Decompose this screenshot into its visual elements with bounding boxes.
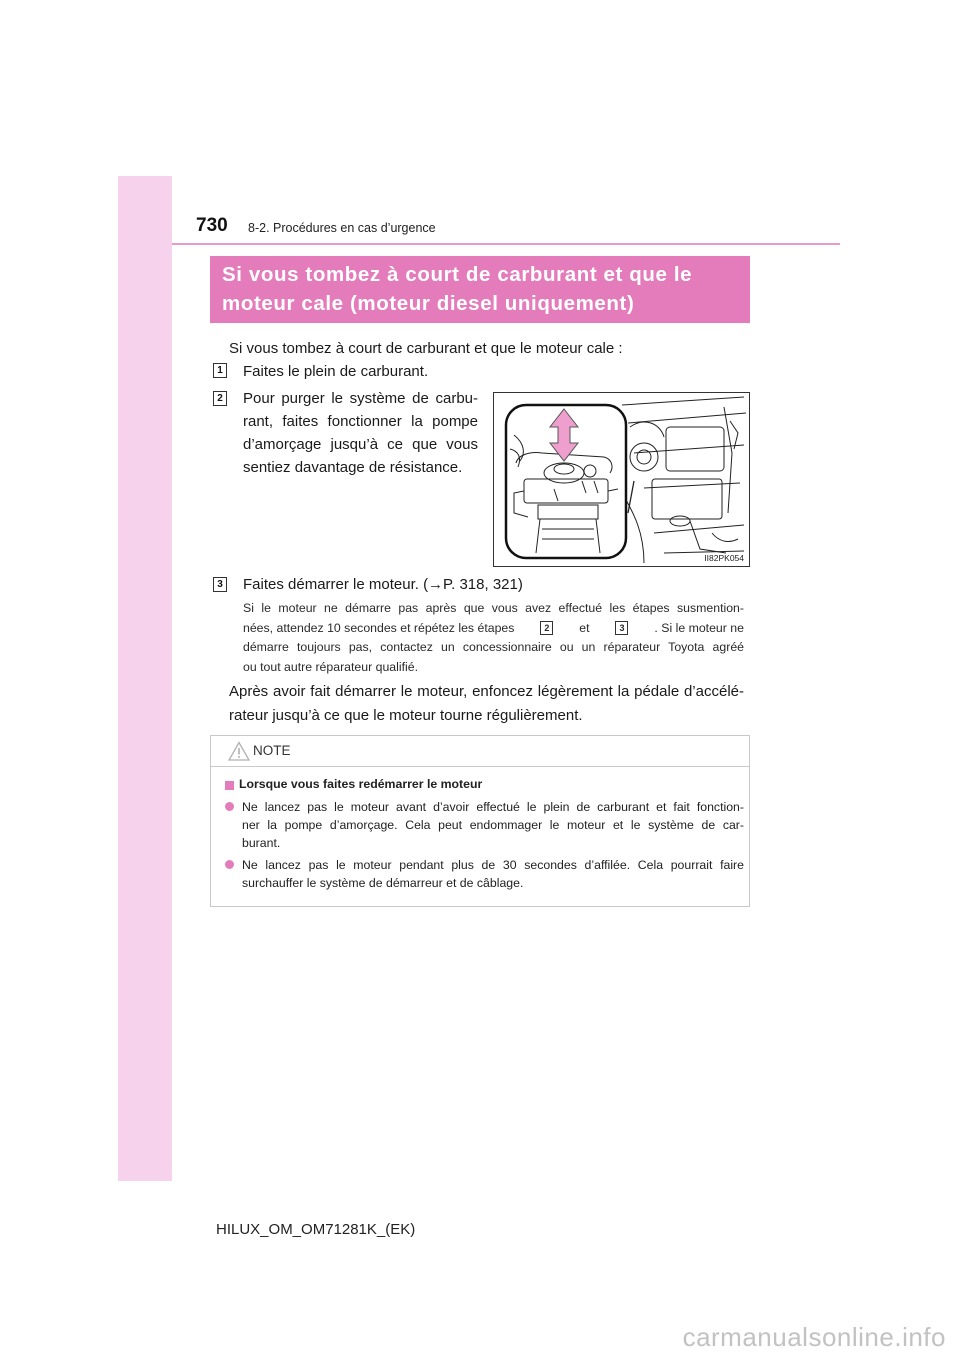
note-header xyxy=(211,736,749,767)
step-2-line: d’amorçage jusqu’à ce que vous xyxy=(243,436,478,453)
engine-bay-drawing xyxy=(494,393,750,567)
note-bullet-line: surchauffer le système de démarreur et de câblage. xyxy=(242,876,524,890)
note-bullet-line: Ne lancez pas le moteur pendant plus de 30 secondes d’affilée. Cela pourrait faire xyxy=(242,858,744,872)
page-number: 730 xyxy=(196,215,228,236)
step-ref-2: 2 xyxy=(540,621,553,635)
section-title xyxy=(210,256,750,323)
step-2-line: rant, faites fonctionner la pompe xyxy=(243,413,478,430)
intro-text: Si vous tombez à court de carburant et que le moteur cale : xyxy=(229,340,623,357)
step-ref-3: 3 xyxy=(615,621,628,635)
note-bullet-text xyxy=(242,856,744,892)
note-bullet-line: Ne lancez pas le moteur avant d’avoir effectué le plein de carburant et fait fonction- xyxy=(242,800,744,814)
step-3-number: 3 xyxy=(213,577,227,592)
step-3-note-fragment: et xyxy=(579,620,590,635)
note-heading: Lorsque vous faites redémarrer le moteur xyxy=(239,777,483,791)
step-3-note xyxy=(243,599,744,677)
step-1-number: 1 xyxy=(213,363,227,378)
step-3-note-line: démarre toujours pas, contactez un concessionnaire ou un réparateur Toyota agréé xyxy=(243,640,744,654)
section-title-line-1: Si vous tombez à court de carburant et que le xyxy=(222,263,693,286)
after-start-line: rateur jusqu’à ce que le moteur tourne régulièrement. xyxy=(229,706,583,724)
step-2-number: 2 xyxy=(213,391,227,406)
section-title-line-2: moteur cale (moteur diesel uniquement) xyxy=(222,292,635,315)
note-heading-row xyxy=(225,777,745,795)
side-band xyxy=(118,176,172,1181)
note-bullet-text xyxy=(242,798,744,852)
header-rule xyxy=(172,243,840,245)
circle-bullet-icon xyxy=(225,860,234,869)
step-2-text xyxy=(243,387,478,479)
step-3-text: Faites démarrer le moteur. (→P. 318, 321) xyxy=(243,576,523,593)
step-3-note-fragment: nées, attendez 10 secondes et répétez les étapes xyxy=(243,620,515,635)
step-3-note-line: ou tout autre réparateur qualifié. xyxy=(243,659,419,674)
watermark: carmanualsonline.info xyxy=(682,1322,946,1352)
after-start-text xyxy=(229,680,744,727)
step-3-note-fragment: . Si le moteur ne xyxy=(654,620,744,635)
figure-code: II82PK054 xyxy=(704,553,744,563)
square-bullet-icon xyxy=(225,781,234,790)
step-1-text: Faites le plein de carburant. xyxy=(243,363,429,380)
after-start-line: Après avoir fait démarrer le moteur, enfoncez légèrement la pédale d’accélé- xyxy=(229,683,744,700)
note-bullet-line: ner la pompe d’amorçage. Cela peut endommager le moteur et le système de car- xyxy=(242,818,744,832)
note-box xyxy=(210,735,750,907)
warning-triangle-icon xyxy=(228,741,250,761)
step-2-line: sentiez davantage de résistance. xyxy=(243,459,463,476)
step-3-note-line xyxy=(243,619,744,639)
fuel-pump-illustration xyxy=(493,392,750,567)
note-bullet-line: burant. xyxy=(242,836,281,850)
step-2-line: Pour purger le système de carbu- xyxy=(243,390,478,407)
circle-bullet-icon xyxy=(225,802,234,811)
section-label: 8-2. Procédures en cas d’urgence xyxy=(248,221,436,235)
note-title: NOTE xyxy=(253,743,291,758)
step-3-note-line: Si le moteur ne démarre pas après que vous avez effectué les étapes susmention- xyxy=(243,601,744,615)
document-code: HILUX_OM_OM71281K_(EK) xyxy=(216,1221,416,1238)
